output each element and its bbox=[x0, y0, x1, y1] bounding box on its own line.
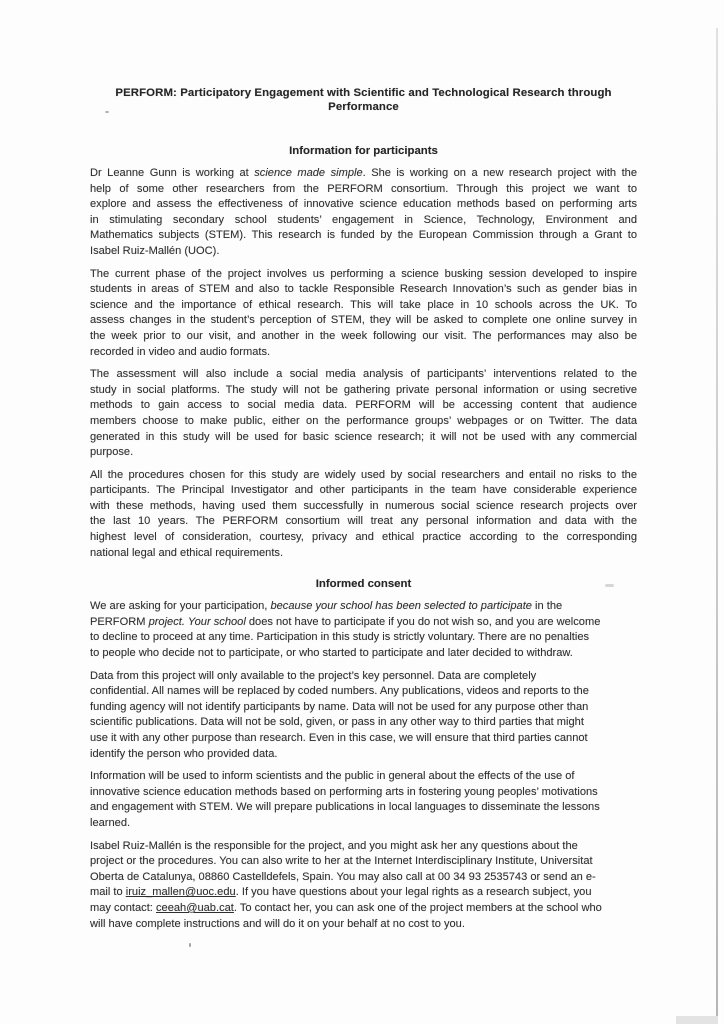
text-segment: mail to bbox=[90, 886, 126, 899]
text-segment: highest level of consideration, courtesy, privacy and ethical practice according to the corresponding bbox=[90, 531, 637, 544]
text-line bbox=[90, 383, 637, 399]
text-segment: The assessment will also include a social media analysis of participants’ interventions related to the bbox=[90, 368, 637, 381]
text-line bbox=[90, 800, 637, 816]
text-segment: Isabel Ruiz-Mallén (UOC). bbox=[90, 244, 220, 257]
text-line bbox=[90, 182, 637, 198]
text-segment: science and the importance of ethical research. This will take place in 10 schools across the UK. To bbox=[90, 298, 637, 311]
paragraph bbox=[90, 669, 637, 763]
text-line bbox=[90, 228, 637, 244]
text-line bbox=[90, 445, 637, 461]
text-line bbox=[90, 715, 637, 731]
text-line bbox=[90, 282, 637, 298]
text-segment: in stimulating secondary school students’ engagement in Science, Technology, Environment and bbox=[90, 213, 637, 226]
text-line bbox=[90, 546, 637, 562]
paragraph bbox=[90, 367, 637, 461]
text-line bbox=[90, 414, 637, 430]
text-segment: students in areas of STEM and also to tackle Responsible Research Innovation’s such as gender bias in bbox=[90, 283, 637, 296]
document-content bbox=[90, 86, 637, 939]
paragraph bbox=[90, 599, 637, 661]
scan-artifact-dot bbox=[189, 943, 191, 947]
text-line bbox=[90, 839, 637, 855]
text-segment: will have complete instructions and will do it on your behalf at no cost to you. bbox=[90, 917, 465, 930]
document-sections bbox=[90, 144, 637, 932]
text-line bbox=[90, 514, 637, 530]
text-segment: assess changes in the student’s perception of STEM, they will be asked to complete one online survey in bbox=[90, 314, 637, 327]
text-segment: in the bbox=[531, 600, 563, 613]
document-title: PERFORM: Participatory Engagement with Scientific and Technological Research through Performance bbox=[115, 87, 612, 113]
text-line bbox=[90, 499, 637, 515]
text-segment: and engagement with STEM. We will prepare publications in local languages to disseminate the lessons bbox=[90, 801, 600, 814]
text-segment: members choose to make public, either on the performance groups’ webpages or on Twitter. The data bbox=[90, 414, 637, 427]
text-segment: recorded in video and audio formats. bbox=[90, 345, 271, 358]
text-segment: use it with any other purpose than research. Even in this case, we will ensure that third parties cannot bbox=[90, 732, 588, 744]
text-line bbox=[90, 244, 637, 260]
text-segment: learned. bbox=[90, 816, 131, 829]
text-line bbox=[90, 468, 637, 484]
text-segment: methods to gain access to social media data. PERFORM will be accessing content that audience bbox=[90, 399, 637, 412]
text-segment: . To contact her, you can ask one of the project members at the school who bbox=[233, 901, 602, 914]
text-line bbox=[90, 329, 637, 345]
text-segment: All the procedures chosen for this study are widely used by social researchers and entail no risks to the bbox=[90, 468, 637, 481]
text-segment: Isabel Ruiz-Mallén is the responsible for the project, and you might ask her any questions about the bbox=[90, 839, 578, 852]
text-segment: We are asking for your participation, bbox=[90, 600, 271, 613]
paragraph bbox=[90, 769, 637, 831]
text-segment: explore and assess the effectiveness of innovative science education methods based on performing arts bbox=[90, 198, 637, 211]
text-segment: to decline to proceed at any time. Participation in this study is strictly voluntary. There are no penalties bbox=[90, 631, 590, 644]
text-line bbox=[90, 901, 637, 917]
text-line bbox=[90, 430, 637, 446]
text-segment: project. Your school bbox=[148, 615, 246, 628]
text-segment: Oberta de Catalunya, 08860 Castelldefels, Spain. You may also call at 00 34 93 2535743 or send an e- bbox=[90, 870, 596, 883]
text-line bbox=[90, 684, 637, 700]
text-segment: identify the person who provided data. bbox=[90, 747, 278, 760]
text-line bbox=[90, 298, 637, 314]
scan-artifact-smudge bbox=[605, 584, 614, 587]
text-segment: generated in this study will be used for basic science research; it will not be used with any commercial bbox=[90, 430, 637, 443]
text-line bbox=[90, 731, 637, 747]
text-line bbox=[90, 483, 637, 499]
text-segment: science made simple bbox=[254, 167, 363, 179]
text-line bbox=[90, 854, 637, 870]
paragraph bbox=[90, 468, 637, 562]
text-segment: participants. The Principal Investigator and other participants in the team have considerable experience bbox=[90, 484, 637, 497]
text-line bbox=[90, 197, 637, 213]
text-segment: with these methods, having used them successfully in numerous social science research projects over bbox=[90, 499, 637, 512]
paragraph bbox=[90, 267, 637, 361]
text-segment: may contact: bbox=[90, 901, 156, 914]
text-segment: help of some other researchers from the PERFORM consortium. Through this project we want to bbox=[90, 182, 637, 195]
text-segment: innovative science education methods based on performing arts in fostering young peoples’ motivations bbox=[90, 785, 598, 798]
text-line bbox=[90, 213, 637, 229]
text-segment: because your school has been selected to participate bbox=[270, 600, 532, 613]
text-line bbox=[90, 530, 637, 546]
text-segment: study in social platforms. The study will not be gathering private personal information or using secretive bbox=[90, 383, 637, 396]
text-line bbox=[90, 367, 637, 383]
scan-artifact-dot bbox=[105, 111, 109, 113]
text-segment: does not have to participate if you do not wish so, and you are welcome bbox=[245, 615, 601, 628]
text-segment: Data from this project will only available to the project’s key personnel. Data are completely bbox=[90, 669, 537, 682]
text-segment: PERFORM bbox=[90, 615, 149, 628]
section-heading: Information for participants bbox=[289, 145, 438, 157]
text-segment: national legal and ethical requirements. bbox=[90, 546, 284, 559]
text-line bbox=[90, 816, 637, 832]
text-line bbox=[90, 345, 637, 361]
text-segment: project or the procedures. You can also write to her at the Internet Interdisciplinary Institute, Universitat bbox=[90, 855, 593, 868]
section-heading: Informed consent bbox=[315, 578, 412, 591]
text-segment: Information will be used to inform scientists and the public in general about the effects of the use of bbox=[90, 770, 575, 783]
email-link[interactable]: iruiz_mallen@uoc.edu bbox=[125, 886, 236, 899]
text-line bbox=[90, 398, 637, 414]
text-segment: purpose. bbox=[90, 446, 134, 459]
scan-artifact-corner-smudge bbox=[676, 1016, 718, 1024]
text-segment: . She is working on a new research project with the bbox=[362, 167, 637, 179]
text-line bbox=[90, 769, 637, 785]
text-line bbox=[90, 917, 637, 933]
paragraph bbox=[90, 166, 637, 260]
text-line bbox=[90, 669, 637, 685]
text-line bbox=[90, 313, 637, 329]
text-line bbox=[90, 630, 637, 646]
text-segment: the last 10 years. The PERFORM consortium will treat any personal information and data with the bbox=[90, 515, 637, 528]
text-segment: confidential. All names will be replaced by coded numbers. Any publications, videos and reports to the bbox=[90, 685, 589, 698]
text-segment: Dr Leanne Gunn is working at bbox=[90, 167, 255, 179]
text-segment: to people who decide not to participate, or who started to participate and later decided to withdraw. bbox=[90, 647, 573, 660]
scan-artifact-page-edge bbox=[716, 28, 718, 1024]
text-segment: Mathematics subjects (STEM). This research is funded by the European Commission through a Grant to bbox=[90, 229, 637, 242]
text-segment: scientific publications. Data will not be sold, given, or pass in any other way to third parties that might bbox=[90, 716, 584, 729]
text-line bbox=[90, 646, 637, 662]
text-line bbox=[90, 267, 637, 283]
text-segment: . If you have questions about your legal rights as a research subject, you bbox=[235, 886, 592, 899]
text-line bbox=[90, 870, 637, 886]
email-link[interactable]: ceeah@uab.cat bbox=[155, 901, 234, 914]
text-line bbox=[90, 747, 637, 763]
text-segment: The current phase of the project involves us performing a science busking session developed to inspire bbox=[90, 267, 637, 280]
text-line bbox=[90, 599, 637, 615]
text-line bbox=[90, 785, 637, 801]
text-segment: the week prior to our visit, and another in the week following our visit. The performances may also be bbox=[90, 329, 637, 342]
text-line bbox=[90, 885, 637, 901]
text-line bbox=[90, 700, 637, 716]
text-segment: funding agency will not identify participants by name. Data will not be used for any purpose other than bbox=[90, 700, 589, 713]
paragraph bbox=[90, 839, 637, 933]
text-line bbox=[90, 166, 637, 182]
text-line bbox=[90, 615, 637, 631]
